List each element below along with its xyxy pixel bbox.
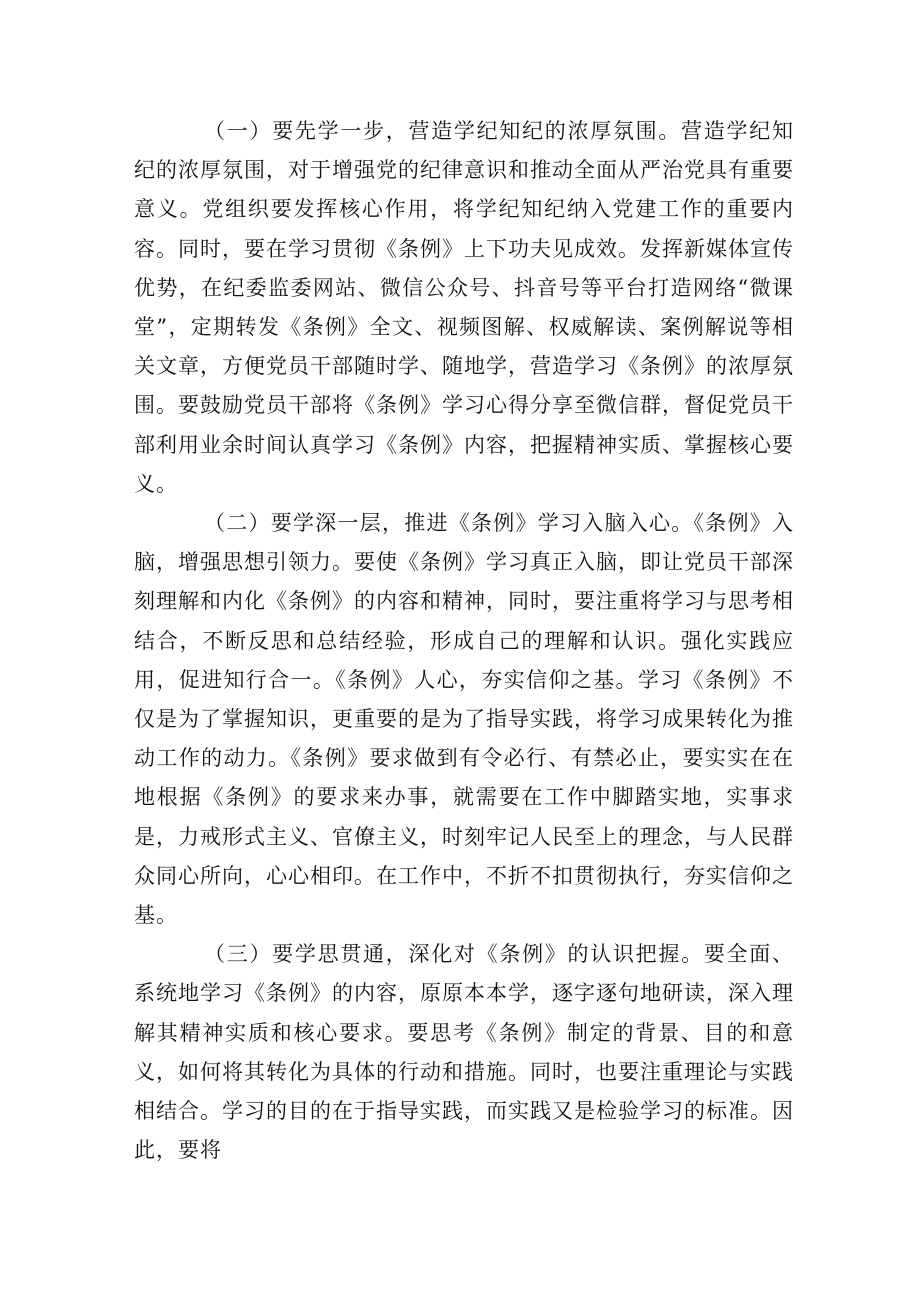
paragraph-2: （二）要学深一层，推进《条例》学习入脑入心。《条例》入脑，增强思想引领力。要使《条例》学习真正入脑，即让党员干部深刻理解和内化《条例》的内容和精神，同时，要注重将学习与思考相结合，不断反思和总结经验，形成自己的理解和认识。强化实践应用，促进知行合一。《条例》人心，夯实信仰之基。学习《条例》不仅是为了掌握知识，更重要的是为了指导实践，将学习成果转化为推动工作的动力。《条例》要求做到有令必行、有禁必止，要实实在在地根据《条例》的要求来办事，就需要在工作中脚踏实地，实事求是，力戒形式主义、官僚主义，时刻牢记人民至上的理念，与人民群众同心所向，心心相印。在工作中，不折不扣贯彻执行，夯实信仰之基。 — [134, 511, 794, 928]
paragraph-3: （三）要学思贯通，深化对《条例》的认识把握。要全面、系统地学习《条例》的内容，原原本本学，逐字逐句地研读，深入理解其精神实质和核心要求。要思考《条例》制定的背景、目的和意义，如何将其转化为具体的行动和措施。同时，也要注重理论与实践相结合。学习的目的在于指导实践，而实践又是检验学习的标准。因此，要将 — [134, 942, 794, 1163]
paragraph-1: （一）要先学一步，营造学纪知纪的浓厚氛围。营造学纪知纪的浓厚氛围，对于增强党的纪律意识和推动全面从严治党具有重要意义。党组织要发挥核心作用，将学纪知纪纳入党建工作的重要内容。同时，要在学习贯彻《条例》上下功夫见成效。发挥新媒体宣传优势，在纪委监委网站、微信公众号、抖音号等平台打造网络“微课堂”，定期转发《条例》全文、视频图解、权威解读、案例解说等相关文章，方便党员干部随时学、随地学，营造学习《条例》的浓厚氛围。要鼓励党员干部将《条例》学习心得分享至微信群，督促党员干部利用业余时间认真学习《条例》内容，把握精神实质、掌握核心要义。 — [134, 119, 794, 496]
document-page — [134, 112, 794, 1170]
